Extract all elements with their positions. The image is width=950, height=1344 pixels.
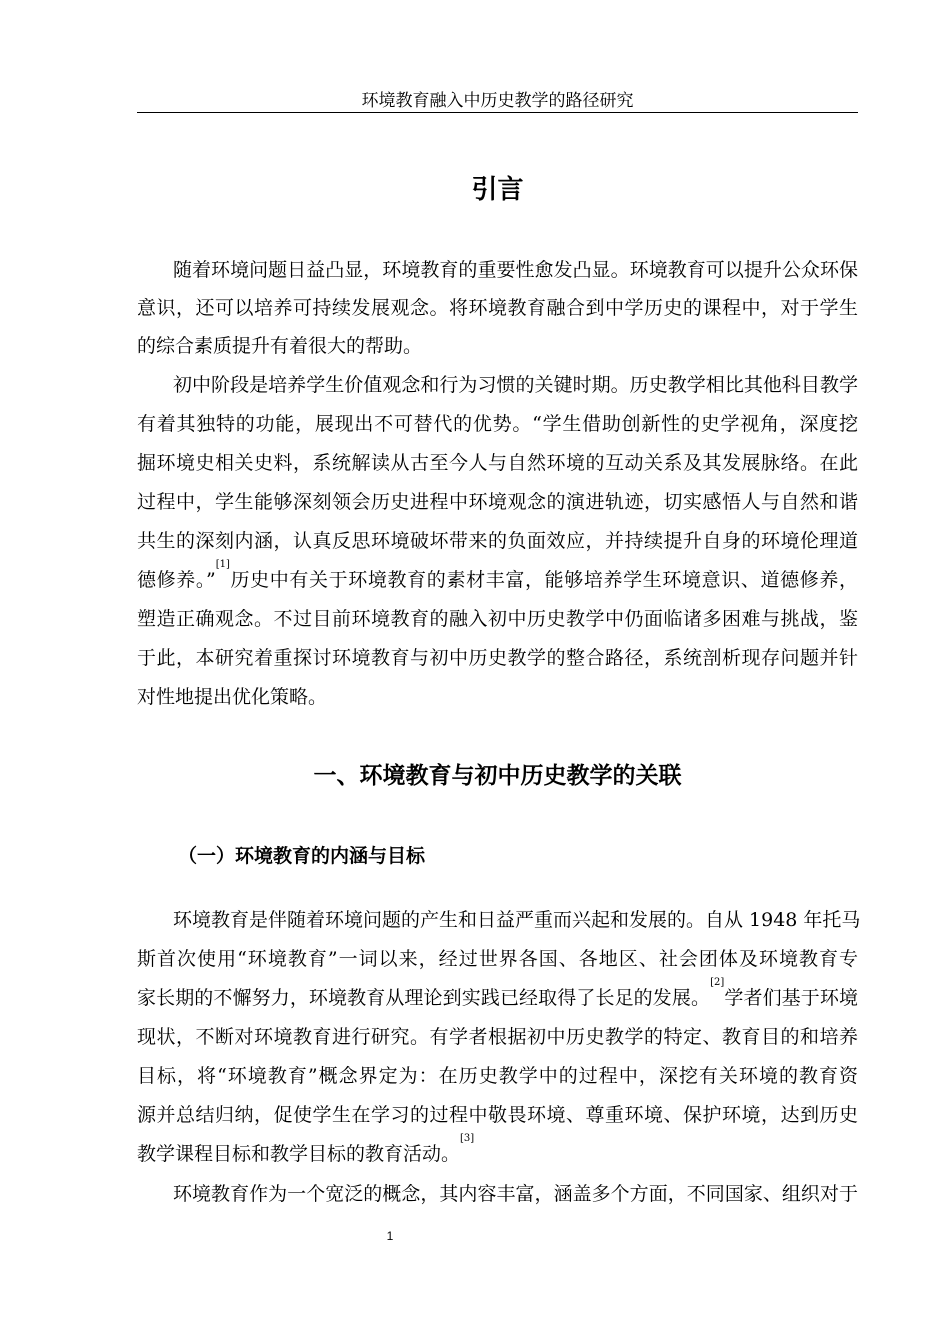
text-line: 源并总结归纳，促使学生在学习的过程中敬畏环境、尊重环境、保护环境，达到历史 <box>137 1104 858 1126</box>
citation-ref: [1] <box>215 559 230 570</box>
citation-ref: [2] <box>710 977 725 988</box>
citation-ref: [3] <box>460 1133 475 1144</box>
text-line: 意识，还可以培养可持续发展观念。将环境教育融合到中学历史的课程中，对于学生 <box>137 297 858 319</box>
text-line: 有着其独特的功能，展现出不可替代的优势。“学生借助创新性的史学视角，深度挖 <box>137 413 858 435</box>
header-rule <box>137 112 858 113</box>
section-heading: 一、环境教育与初中历史教学的关联 <box>313 763 682 789</box>
text-line: 家长期的不懈努力，环境教育从理论到实践已经取得了长足的发展。[2]学者们基于环境 <box>137 977 858 1009</box>
text-line: 教学课程目标和教学目标的教育活动。[3] <box>137 1133 475 1165</box>
text-line: 共生的深刻内涵，认真反思环境破坏带来的负面效应，并持续提升自身的环境伦理道 <box>137 530 858 552</box>
text-line: 环境教育作为一个宽泛的概念，其内容丰富，涵盖多个方面，不同国家、组织对于 <box>173 1183 858 1205</box>
text-line: 德修养。”[1]历史中有关于环境教育的素材丰富，能够培养学生环境意识、道德修养， <box>137 559 858 591</box>
text-line: 对性地提出优化策略。 <box>137 686 328 708</box>
text-line: 于此，本研究着重探讨环境教育与初中历史教学的整合路径，系统剖析现存问题并针 <box>137 647 858 669</box>
intro-paragraph-1 <box>137 251 858 365</box>
text-line: 初中阶段是培养学生价值观念和行为习惯的关键时期。历史教学相比其他科目教学 <box>173 374 858 396</box>
intro-paragraph-2 <box>137 366 858 717</box>
text-line: 目标，将“环境教育”概念界定为：在历史教学中的过程中，深挖有关环境的教育资 <box>137 1065 858 1087</box>
text-line: 环境教育是伴随着环境问题的产生和日益严重而兴起和发展的。自从 1948 年托马 <box>173 909 861 931</box>
text-line: 掘环境史相关史料，系统解读从古至今人与自然环境的互动关系及其发展脉络。在此 <box>137 452 858 474</box>
text-line: 随着环境问题日益凸显，环境教育的重要性愈发凸显。环境教育可以提升公众环保 <box>173 259 858 281</box>
text-line: 过程中，学生能够深刻领会历史进程中环境观念的演进轨迹，切实感悟人与自然和谐 <box>137 491 858 513</box>
text-line: 现状，不断对环境教育进行研究。有学者根据初中历史教学的特定、教育目的和培养 <box>137 1026 858 1048</box>
subsection-heading: （一）环境教育的内涵与目标 <box>178 845 426 867</box>
page-title: 引言 <box>471 175 524 205</box>
body-paragraph-2 <box>137 1175 858 1214</box>
body-paragraph-1 <box>137 901 861 1174</box>
running-header: 环境教育融入中历史教学的路径研究 <box>361 91 634 111</box>
text-line: 的综合素质提升有着很大的帮助。 <box>137 335 423 357</box>
text-line: 斯首次使用“环境教育”一词以来，经过世界各国、各地区、社会团体及环境教育专 <box>137 948 858 970</box>
page-number: 1 <box>386 1229 394 1243</box>
text-line: 塑造正确观念。不过目前环境教育的融入初中历史教学中仍面临诸多困难与挑战，鉴 <box>137 608 858 630</box>
